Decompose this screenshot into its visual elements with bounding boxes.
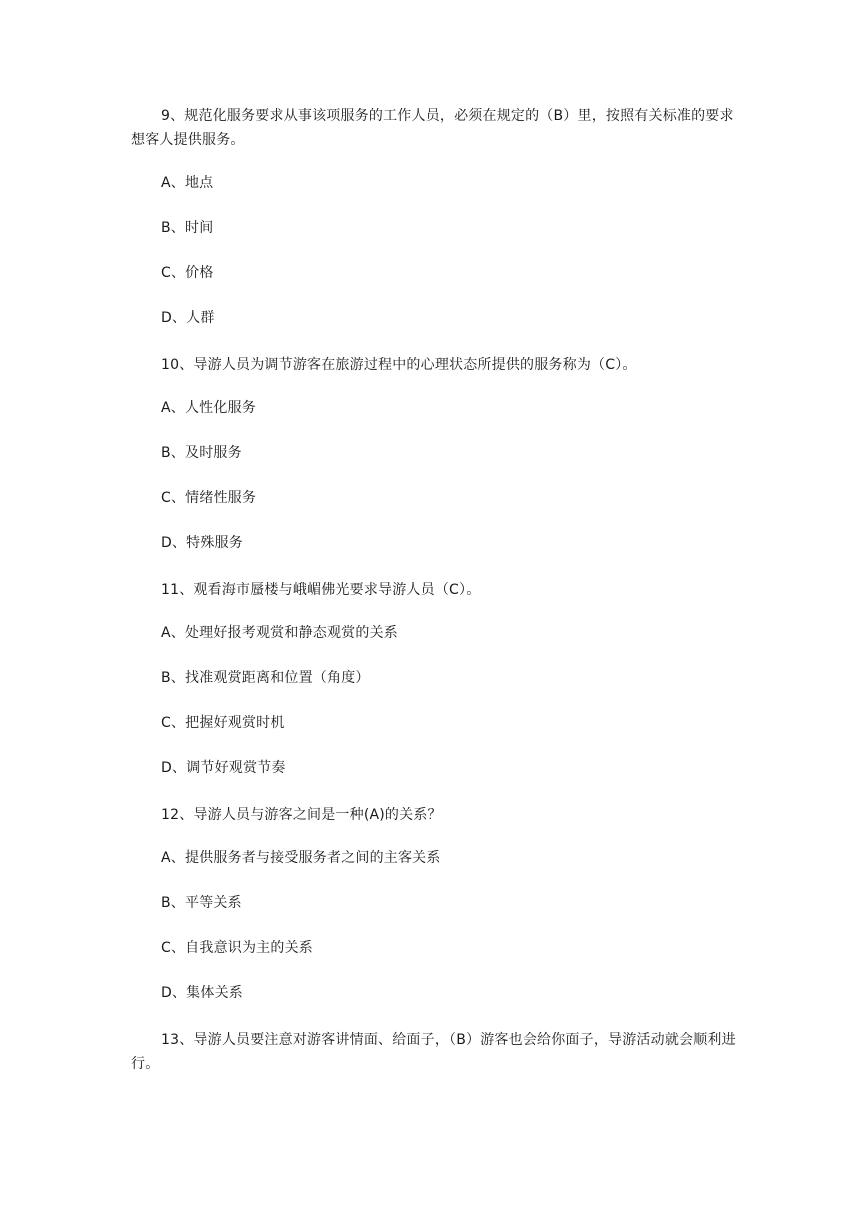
question-11: 11、观看海市蜃楼与峨嵋佛光要求导游人员（C）。: [161, 582, 481, 598]
question-10: 10、导游人员为调节游客在旅游过程中的心理状态所提供的服务称为（C）。: [161, 357, 637, 373]
option-item: D、特殊服务: [161, 535, 243, 551]
question-12: 12、导游人员与游客之间是一种(A)的关系？: [161, 807, 442, 823]
option-item: B、时间: [161, 220, 214, 236]
option-item: A、处理好报考观赏和静态观赏的关系: [161, 625, 398, 641]
option-item: A、提供服务者与接受服务者之间的主客关系: [161, 850, 441, 866]
document-page: [131, 104, 736, 1076]
option-item: D、人群: [161, 310, 215, 326]
option-item: A、人性化服务: [161, 400, 256, 416]
question-13: 13、导游人员要注意对游客讲情面、给面子，（B）游客也会给你面子，导游活动就会顺利进行。: [131, 1032, 736, 1072]
option-item: C、情绪性服务: [161, 490, 257, 506]
option-item: B、找准观赏距离和位置（角度）: [161, 670, 370, 686]
option-item: B、及时服务: [161, 445, 242, 461]
option-item: A、地点: [161, 175, 214, 191]
option-item: C、价格: [161, 265, 214, 281]
option-item: C、自我意识为主的关系: [161, 940, 313, 956]
option-item: D、集体关系: [161, 985, 243, 1001]
option-item: D、调节好观赏节奏: [161, 760, 286, 776]
question-9: 9、规范化服务要求从事该项服务的工作人员，必须在规定的（B）里，按照有关标准的要求想客人提供服务。: [131, 108, 734, 148]
option-item: B、平等关系: [161, 895, 242, 911]
option-item: C、把握好观赏时机: [161, 715, 285, 731]
